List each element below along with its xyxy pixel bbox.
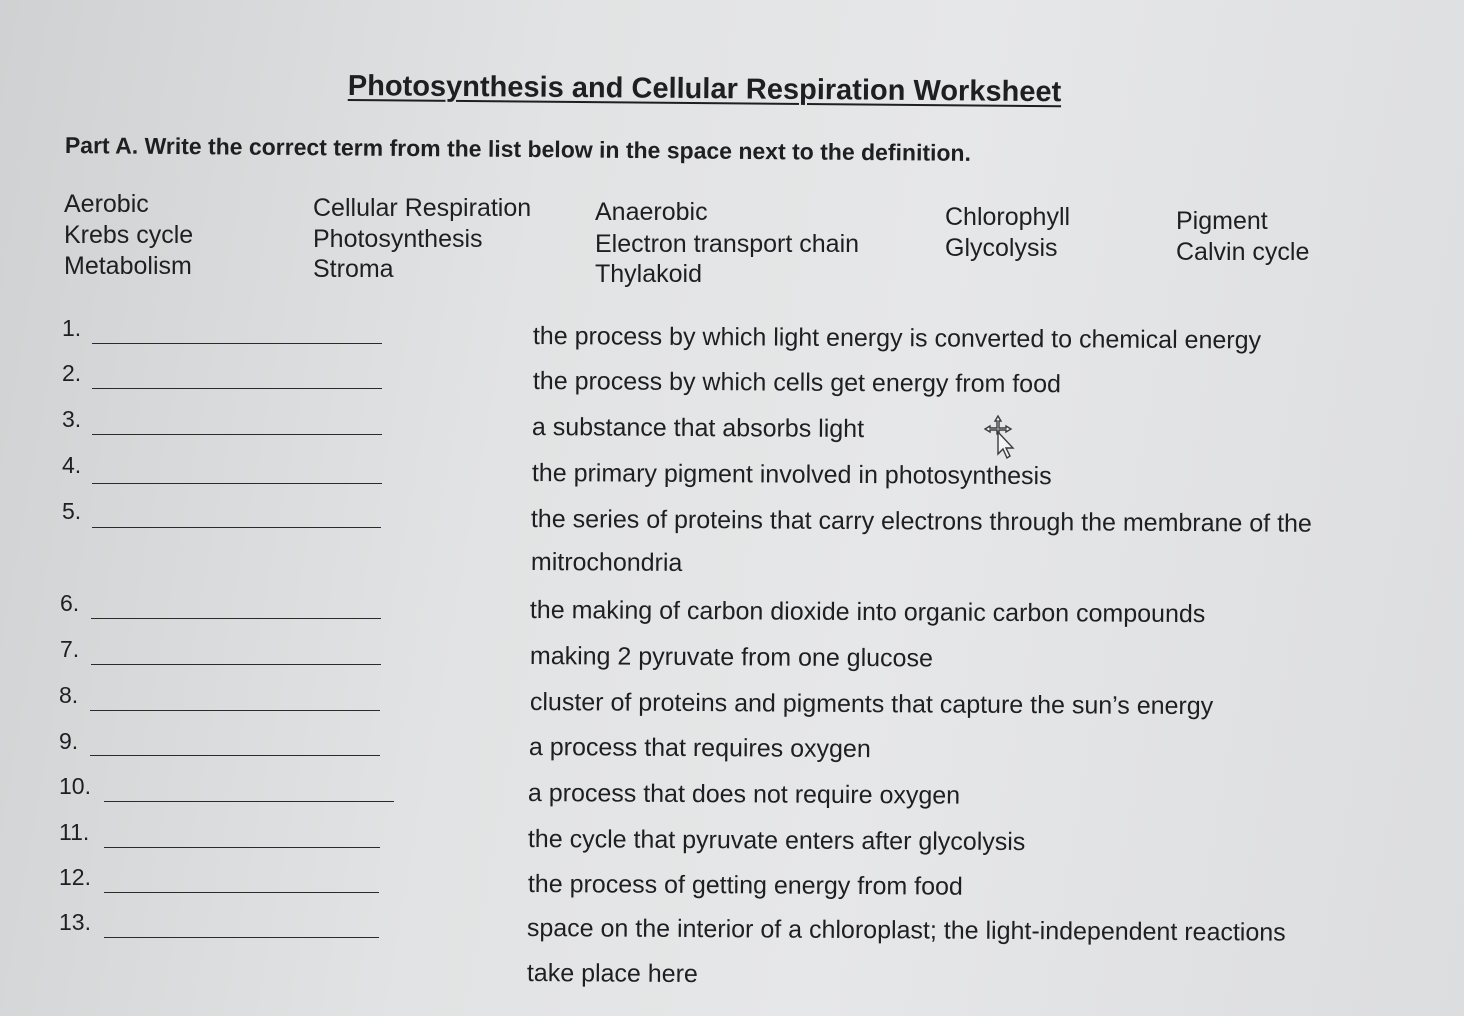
item-definition: a process that requires oxygen (528, 733, 871, 764)
item-number: 2. (62, 360, 82, 386)
item-definition: the series of proteins that carry electrons through the membrane of the (530, 505, 1312, 538)
item-definition: the process by which light energy is converted to chemical energy (532, 322, 1262, 355)
word-bank-term: Aerobic (64, 190, 149, 218)
word-bank-term: Thylakoid (595, 260, 702, 288)
answer-blank[interactable] (92, 527, 381, 528)
item-number: 1. (62, 315, 82, 341)
item-number: 12. (59, 864, 91, 890)
word-bank-term: Calvin cycle (1176, 238, 1310, 266)
answer-blank[interactable] (91, 664, 381, 665)
word-bank-term: Cellular Respiration (313, 194, 532, 222)
item-definition: cluster of proteins and pigments that capture the sun’s energy (529, 688, 1214, 721)
move-cursor-icon (984, 414, 1018, 465)
word-bank-term: Glycolysis (945, 234, 1058, 262)
answer-blank[interactable] (92, 434, 382, 435)
worksheet-title: Photosynthesis and Cellular Respiration Worksheet (347, 70, 1062, 109)
word-bank-term: Pigment (1176, 207, 1268, 235)
item-number: 4. (62, 452, 82, 478)
answer-blank[interactable] (104, 847, 380, 848)
item-number: 9. (59, 728, 79, 754)
item-definition: the making of carbon dioxide into organic carbon compounds (529, 596, 1206, 629)
item-definition: making 2 pyruvate from one glucose (529, 642, 933, 673)
word-bank-term: Anaerobic (595, 198, 708, 226)
item-number: 7. (60, 636, 80, 662)
answer-blank[interactable] (104, 801, 394, 802)
item-number: 6. (60, 590, 80, 616)
word-bank-term: Stroma (313, 255, 394, 283)
answer-blank[interactable] (90, 755, 380, 756)
item-definition: the primary pigment involved in photosynthesis (531, 459, 1052, 491)
item-definition: the process of getting energy from food (527, 870, 963, 901)
part-a-instructions: Part A. Write the correct term from the list below in the space next to the definition. (64, 132, 972, 166)
item-definition: the cycle that pyruvate enters after glycolysis (527, 825, 1026, 857)
item-number: 5. (62, 498, 82, 524)
word-bank-term: Photosynthesis (313, 225, 483, 253)
item-definition: the process by which cells get energy from food (532, 367, 1062, 399)
item-definition-continued: take place here (526, 959, 698, 989)
answer-blank[interactable] (91, 618, 381, 619)
item-number: 8. (59, 682, 79, 708)
answer-blank[interactable] (104, 892, 379, 893)
answer-blank[interactable] (90, 710, 380, 711)
word-bank-term: Electron transport chain (595, 230, 860, 258)
answer-blank[interactable] (104, 937, 379, 938)
item-definition-continued: mitrochondria (530, 548, 683, 577)
word-bank-term: Chlorophyll (945, 203, 1071, 231)
answer-blank[interactable] (92, 388, 382, 389)
item-number: 3. (62, 406, 82, 432)
item-definition: a process that does not require oxygen (527, 779, 961, 810)
item-definition: a substance that absorbs light (531, 413, 865, 444)
word-bank-term: Krebs cycle (64, 221, 194, 249)
item-definition: space on the interior of a chloroplast; the light-independent reactions (526, 914, 1286, 947)
item-number: 13. (59, 909, 91, 935)
answer-blank[interactable] (92, 483, 382, 484)
item-number: 11. (59, 819, 90, 845)
item-number: 10. (59, 773, 91, 799)
word-bank-term: Metabolism (64, 252, 192, 280)
answer-blank[interactable] (92, 343, 382, 344)
